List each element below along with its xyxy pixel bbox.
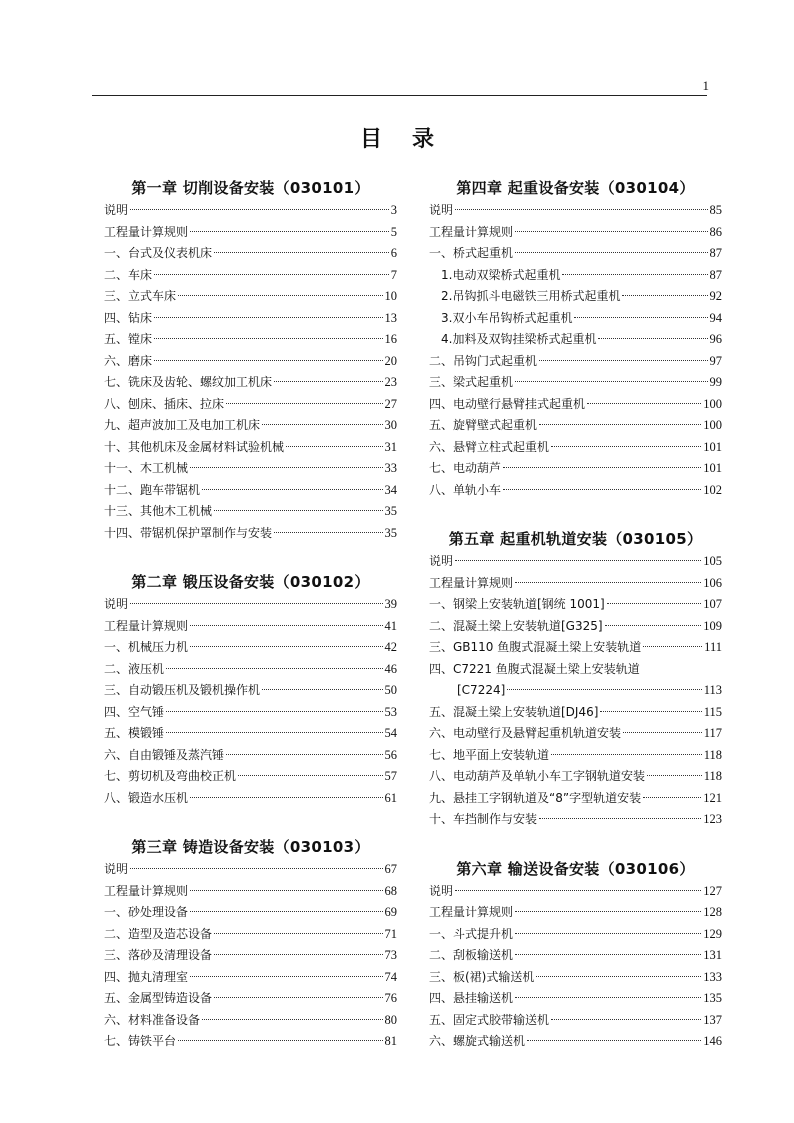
toc-entry[interactable] [429, 988, 722, 1010]
dot-leader [515, 252, 707, 253]
dot-leader [202, 1019, 382, 1020]
toc-entry-page: 68 [384, 883, 397, 898]
dot-leader [190, 911, 382, 912]
toc-entry[interactable] [429, 351, 722, 373]
toc-entry-page: 81 [384, 1034, 397, 1048]
chapter-title: 第六章 输送设备安装（030106） [456, 859, 695, 878]
toc-entry[interactable] [104, 945, 397, 967]
dot-leader [130, 209, 389, 210]
toc-entry-label: 七、地平面上安装轨道 [429, 747, 550, 762]
toc-entry[interactable] [429, 1010, 722, 1032]
toc-entry-page: 118 [703, 769, 722, 783]
toc-entry-page: 102 [703, 482, 722, 497]
toc-entry-label: 说明 [104, 862, 129, 876]
toc-entry-label: 二、吊钩门式起重机 [429, 353, 538, 368]
toc-entry-label: 说明 [429, 203, 454, 217]
toc-entry-label: 一、机械压力机 [104, 640, 189, 654]
toc-entry-page: 87 [709, 267, 722, 282]
dot-leader [166, 711, 382, 712]
toc-entry-label: 七、剪切机及弯曲校正机 [104, 769, 237, 783]
dot-leader [154, 317, 382, 318]
toc-entry-label: 四、抛丸清理室 [104, 969, 189, 984]
toc-entry-label: 四、空气锤 [104, 704, 165, 719]
toc-entry-label: 工程量计算规则 [104, 618, 189, 633]
toc-entry-page: 71 [384, 926, 397, 941]
dot-leader [154, 360, 382, 361]
dot-leader [507, 689, 701, 690]
toc-entry[interactable] [104, 415, 397, 437]
toc-entry-page: 109 [703, 618, 722, 633]
toc-entry-label: 四、悬挂输送机 [429, 991, 514, 1005]
toc-entry[interactable] [429, 458, 722, 480]
dot-leader [515, 231, 707, 232]
toc-entry[interactable] [104, 523, 397, 545]
toc-entry-page: 100 [703, 418, 722, 432]
toc-entry-page: 5 [390, 224, 397, 239]
toc-entry[interactable] [429, 881, 722, 903]
toc-chapter [429, 176, 722, 501]
toc-entry-page: 135 [703, 991, 722, 1005]
toc-entry-label: 五、金属型铸造设备 [104, 991, 213, 1005]
toc-entry[interactable] [429, 286, 722, 308]
toc-entry-page: 61 [384, 790, 397, 805]
toc-entry-label: 四、钻床 [104, 310, 153, 325]
toc-entry-label: 工程量计算规则 [104, 883, 189, 898]
toc-entry[interactable] [429, 594, 722, 616]
toc-entry-page: 115 [703, 704, 722, 719]
dot-leader [539, 818, 701, 819]
dot-leader [607, 603, 702, 604]
dot-leader [515, 911, 701, 912]
toc-entry-page: 6 [390, 246, 397, 260]
toc-entry[interactable] [429, 809, 722, 831]
toc-entry-page: 42 [384, 640, 397, 654]
toc-entry[interactable] [104, 766, 397, 788]
toc-entry[interactable] [429, 200, 722, 222]
dot-leader [622, 295, 707, 296]
toc-entry[interactable] [104, 243, 397, 265]
toc-entry[interactable] [429, 637, 722, 659]
dot-leader [226, 754, 382, 755]
toc-entry-label: 十、车挡制作与安装 [429, 812, 538, 826]
toc-entry[interactable] [104, 329, 397, 351]
toc-entry-page: 131 [703, 948, 722, 962]
dot-leader [178, 295, 382, 296]
dot-leader [130, 603, 382, 604]
toc-entry[interactable] [104, 594, 397, 616]
dot-leader [190, 231, 389, 232]
toc-entry[interactable] [104, 200, 397, 222]
toc-entry-label: 八、锻造水压机 [104, 790, 189, 805]
dot-leader [551, 754, 702, 755]
toc-entry[interactable] [429, 967, 722, 989]
dot-leader [562, 274, 707, 275]
toc-entry-label: 九、悬挂工字钢轨道及“8”字型轨道安装 [429, 790, 642, 805]
toc-entry[interactable] [104, 265, 397, 287]
toc-entry[interactable] [429, 945, 722, 967]
dot-leader [574, 317, 707, 318]
dot-leader [551, 446, 701, 447]
dot-leader [238, 775, 382, 776]
toc-entry[interactable] [104, 680, 397, 702]
toc-entry-label: 六、电动壁行及悬臂起重机轨道安装 [429, 726, 622, 740]
toc-entry[interactable] [104, 480, 397, 502]
toc-chapter [104, 570, 397, 809]
toc-entry-label: 五、旋臂壁式起重机 [429, 418, 538, 432]
toc-entry-page: 96 [709, 332, 722, 346]
toc-entry-page: 27 [384, 396, 397, 411]
toc-entry-label: 三、落砂及清理设备 [104, 948, 213, 962]
toc-entry[interactable] [104, 1031, 397, 1053]
toc-entry[interactable] [104, 458, 397, 480]
toc-entry-label: 十一、木工机械 [104, 461, 189, 475]
toc-entry-label: 三、板(裙)式输送机 [429, 969, 535, 984]
dot-leader [515, 582, 701, 583]
toc-entry[interactable] [429, 551, 722, 573]
dot-leader [214, 954, 382, 955]
toc-entry-label: 十三、其他木工机械 [104, 504, 213, 518]
toc-entry[interactable] [429, 680, 722, 702]
toc-entry-page: 146 [703, 1034, 722, 1048]
toc-entry-label: 三、自动锻压机及锻机操作机 [104, 683, 261, 697]
toc-entry-page: 133 [703, 969, 722, 984]
toc-chapter [429, 857, 722, 1053]
toc-entry-label: 一、台式及仪表机床 [104, 246, 213, 260]
toc-entry-label: 3.双小车吊钩桥式起重机 [441, 310, 573, 325]
toc-entry-page: 57 [384, 769, 397, 783]
toc-entry[interactable] [104, 967, 397, 989]
toc-entry-page: 69 [384, 905, 397, 919]
dot-leader [605, 625, 702, 626]
toc-chapter [429, 527, 722, 831]
toc-entry-page: 123 [703, 812, 722, 826]
dot-leader [455, 560, 701, 561]
toc-entry-page: 56 [384, 747, 397, 762]
toc-entry-page: 23 [384, 375, 397, 389]
dot-leader [190, 467, 382, 468]
toc-entry-label: 九、超声波加工及电加工机床 [104, 418, 261, 432]
toc-entry-label: 二、造型及造芯设备 [104, 926, 213, 941]
dot-leader [527, 1040, 701, 1041]
toc-entry-label: 七、电动葫芦 [429, 461, 502, 475]
toc-entry-page: 94 [709, 310, 722, 325]
toc-entry-label: 六、悬臂立柱式起重机 [429, 439, 550, 454]
toc-entry-page: 54 [384, 726, 397, 740]
toc-entry[interactable] [104, 788, 397, 810]
toc-entry[interactable] [104, 659, 397, 681]
header-rule [92, 95, 707, 96]
toc-entry-page: 33 [384, 461, 397, 475]
toc-entry-page: 117 [703, 726, 722, 740]
toc-entry-label: 2.吊钩抓斗电磁铁三用桥式起重机 [441, 289, 621, 303]
toc-entry-page: 106 [703, 575, 722, 590]
toc-entry-page: 34 [384, 482, 397, 497]
toc-entry[interactable] [104, 924, 397, 946]
toc-entry-page: 13 [384, 310, 397, 325]
toc-entry[interactable] [104, 702, 397, 724]
toc-entry-label: 十、其他机床及金属材料试验机械 [104, 439, 285, 454]
page-number: 1 [702, 78, 709, 93]
toc-entry-page: 30 [384, 418, 397, 432]
toc-entry-label: 五、固定式胶带输送机 [429, 1012, 550, 1027]
toc-entry[interactable] [104, 637, 397, 659]
toc-entry[interactable] [429, 415, 722, 437]
toc-entry-label: 说明 [429, 554, 454, 568]
toc-entry-page: 92 [709, 289, 722, 303]
toc-entry-page: 53 [384, 704, 397, 719]
toc-entry-page: 35 [384, 525, 397, 540]
dot-leader [166, 668, 382, 669]
toc-entry[interactable] [104, 859, 397, 881]
toc-entry-label: 一、钢梁上安装轨道[钢统 1001] [429, 597, 605, 611]
toc-entry-label: [C7224] [457, 683, 506, 697]
toc-entry[interactable] [429, 902, 722, 924]
toc-entry-label: 二、刮板输送机 [429, 948, 514, 962]
dot-leader [190, 625, 382, 626]
dot-leader [623, 732, 702, 733]
toc-entry-label: 说明 [429, 883, 454, 898]
toc-entry[interactable] [429, 924, 722, 946]
toc-entry-page: 74 [384, 969, 397, 984]
dot-leader [202, 489, 382, 490]
dot-leader [274, 381, 382, 382]
toc-entry-page: 46 [384, 661, 397, 676]
toc-entry[interactable] [104, 437, 397, 459]
toc-entry-label: 六、磨床 [104, 353, 153, 368]
dot-leader [190, 797, 382, 798]
toc-entry-label: 十二、跑车带锯机 [104, 482, 201, 497]
toc-entry-label: 七、铸铁平台 [104, 1034, 177, 1048]
toc-entry-page: 101 [703, 461, 722, 475]
dot-leader [190, 976, 382, 977]
toc-entry-label: 八、刨床、插床、拉床 [104, 396, 225, 411]
dot-leader [455, 209, 707, 210]
toc-chapter [104, 176, 397, 544]
dot-leader [539, 360, 707, 361]
dot-leader [166, 732, 382, 733]
toc-entry-page: 100 [703, 396, 722, 411]
toc-entry[interactable] [429, 243, 722, 265]
dot-leader [551, 1019, 701, 1020]
toc-entry-page: 85 [709, 203, 722, 217]
toc-entry[interactable] [104, 501, 397, 523]
dot-leader [214, 997, 382, 998]
toc-entry[interactable] [104, 286, 397, 308]
toc-entry[interactable] [104, 902, 397, 924]
toc-entry[interactable] [104, 351, 397, 373]
toc-entry-page: 80 [384, 1012, 397, 1027]
toc-entry[interactable] [429, 766, 722, 788]
dot-leader [178, 1040, 382, 1041]
toc-entry-label: 六、螺旋式输送机 [429, 1034, 526, 1048]
dot-leader [503, 467, 701, 468]
toc-entry-page: 128 [703, 905, 722, 919]
toc-entry-label: 1.电动双梁桥式起重机 [441, 267, 561, 282]
toc-entry-label: 四、电动壁行悬臂挂式起重机 [429, 396, 586, 411]
toc-entry[interactable] [104, 1010, 397, 1032]
toc-entry-page: 73 [384, 948, 397, 962]
toc-entry-label: 说明 [104, 597, 129, 611]
dot-leader [154, 274, 389, 275]
dot-leader [515, 954, 701, 955]
toc-entry-label: 三、梁式起重机 [429, 375, 514, 389]
dot-leader [515, 381, 707, 382]
toc-entry[interactable] [104, 394, 397, 416]
toc-entry-label: 三、GB110 鱼腹式混凝土梁上安装轨道 [429, 640, 642, 654]
dot-leader [643, 646, 702, 647]
dot-leader [515, 997, 701, 998]
toc-entry-label: 工程量计算规则 [429, 224, 514, 239]
toc-entry-page: 39 [384, 597, 397, 611]
toc-entry-page: 31 [384, 439, 397, 454]
toc-entry-label: 六、自由锻锤及蒸汽锤 [104, 747, 225, 762]
toc-entry[interactable] [429, 372, 722, 394]
dot-leader [262, 689, 382, 690]
toc-entry-page: 86 [709, 224, 722, 239]
chapter-title: 第二章 锻压设备安装（030102） [131, 573, 370, 591]
toc-entry-page: 67 [384, 862, 397, 876]
toc-entry-label: 工程量计算规则 [429, 575, 514, 590]
toc-entry[interactable] [429, 702, 722, 724]
dot-leader [130, 868, 382, 869]
toc-entry-label: 一、斗式提升机 [429, 926, 514, 941]
dot-leader [286, 446, 382, 447]
toc-entry[interactable] [429, 480, 722, 502]
dot-leader [643, 797, 701, 798]
toc-entry-page: 118 [703, 747, 722, 762]
dot-leader [598, 338, 707, 339]
chapter-title: 第三章 铸造设备安装（030103） [131, 838, 370, 856]
toc-entry[interactable] [104, 222, 397, 244]
toc-entry-page: 121 [703, 790, 722, 805]
toc-entry-page: 97 [709, 353, 722, 368]
toc-entry[interactable] [104, 988, 397, 1010]
toc-entry-label: 十四、带锯机保护罩制作与安装 [104, 525, 273, 540]
toc-entry-label: 二、混凝土梁上安装轨道[G325] [429, 618, 603, 633]
toc-entry-page: 99 [709, 375, 722, 389]
toc-entry-label: 三、立式车床 [104, 289, 177, 303]
dot-leader [587, 403, 701, 404]
toc-entry-page: 16 [384, 332, 397, 346]
dot-leader [536, 976, 701, 977]
dot-leader [190, 646, 382, 647]
toc-entry-page: 101 [703, 439, 722, 454]
toc-entry[interactable] [429, 437, 722, 459]
toc-entry-page: 3 [390, 203, 397, 217]
toc-entry-label: 五、镗床 [104, 332, 153, 346]
toc-column-left [104, 176, 397, 1079]
toc-entry-label: 八、单轨小车 [429, 482, 502, 497]
dot-leader [515, 933, 701, 934]
toc-entry[interactable] [429, 265, 722, 287]
toc-entry[interactable] [104, 723, 397, 745]
toc-entry-label: 五、模锻锤 [104, 726, 165, 740]
toc-entry[interactable] [429, 1031, 722, 1053]
toc-entry-page: 127 [703, 883, 722, 898]
dot-leader [226, 403, 382, 404]
toc-entry[interactable] [104, 616, 397, 638]
toc-entry-label: 六、材料准备设备 [104, 1012, 201, 1027]
toc-entry-page: 113 [703, 683, 722, 697]
toc-entry-page: 20 [384, 353, 397, 368]
toc-entry[interactable] [429, 745, 722, 767]
toc-entry[interactable] [429, 723, 722, 745]
dot-leader [262, 424, 382, 425]
dot-leader [647, 775, 702, 776]
toc-entry-label: 一、桥式起重机 [429, 246, 514, 260]
toc-entry-label: 一、砂处理设备 [104, 905, 189, 919]
toc-entry[interactable] [429, 394, 722, 416]
toc-entry-page: 35 [384, 504, 397, 518]
toc-entry[interactable] [429, 659, 722, 681]
dot-leader [214, 933, 382, 934]
toc-entry-label: 说明 [104, 203, 129, 217]
toc-entry-label: 四、C7221 鱼腹式混凝土梁上安装轨道 [429, 661, 640, 676]
dot-leader [214, 252, 389, 253]
dot-leader [154, 338, 382, 339]
toc-entry[interactable] [429, 573, 722, 595]
toc-entry-page: 107 [703, 597, 722, 611]
toc-entry[interactable] [104, 372, 397, 394]
toc-entry-label: 工程量计算规则 [429, 905, 514, 919]
dot-leader [539, 424, 701, 425]
toc-entry-page: 76 [384, 991, 397, 1005]
toc-entry[interactable] [429, 329, 722, 351]
toc-entry-page: 129 [703, 926, 722, 941]
toc-entry-label: 五、混凝土梁上安装轨道[DJ46] [429, 704, 599, 719]
dot-leader [600, 711, 701, 712]
toc-entry-page: 10 [384, 289, 397, 303]
toc-entry[interactable] [429, 308, 722, 330]
chapter-title: 第一章 切削设备安装（030101） [131, 179, 370, 197]
toc-entry-label: 二、液压机 [104, 661, 165, 676]
toc-entry[interactable] [429, 788, 722, 810]
chapter-title: 第四章 起重设备安装（030104） [456, 179, 695, 197]
dot-leader [274, 532, 382, 533]
toc-entry-label: 4.加料及双钩挂梁桥式起重机 [441, 332, 597, 346]
toc-entry-page: 111 [704, 640, 722, 654]
chapter-title: 第五章 起重机轨道安装（030105） [448, 530, 703, 548]
toc-entry[interactable] [429, 222, 722, 244]
toc-entry-page: 87 [709, 246, 722, 260]
dot-leader [190, 890, 382, 891]
toc-entry[interactable] [104, 745, 397, 767]
toc-entry-label: 七、铣床及齿轮、螺纹加工机床 [104, 375, 273, 389]
toc-column-right [429, 176, 722, 1079]
dot-leader [455, 890, 701, 891]
toc-entry[interactable] [104, 308, 397, 330]
toc-entry-label: 二、车床 [104, 267, 153, 282]
dot-leader [214, 510, 382, 511]
toc-entry-label: 工程量计算规则 [104, 224, 189, 239]
toc-entry-page: 105 [703, 554, 722, 568]
page-title: 目录 [359, 127, 464, 152]
toc-chapter [104, 835, 397, 1053]
toc-entry-page: 7 [390, 267, 397, 282]
dot-leader [503, 489, 701, 490]
toc-entry-page: 50 [384, 683, 397, 697]
toc-entry[interactable] [429, 616, 722, 638]
toc-entry[interactable] [104, 881, 397, 903]
toc-entry-page: 137 [703, 1012, 722, 1027]
toc-entry-page: 41 [384, 618, 397, 633]
toc-entry-label: 八、电动葫芦及单轨小车工字钢轨道安装 [429, 769, 646, 783]
